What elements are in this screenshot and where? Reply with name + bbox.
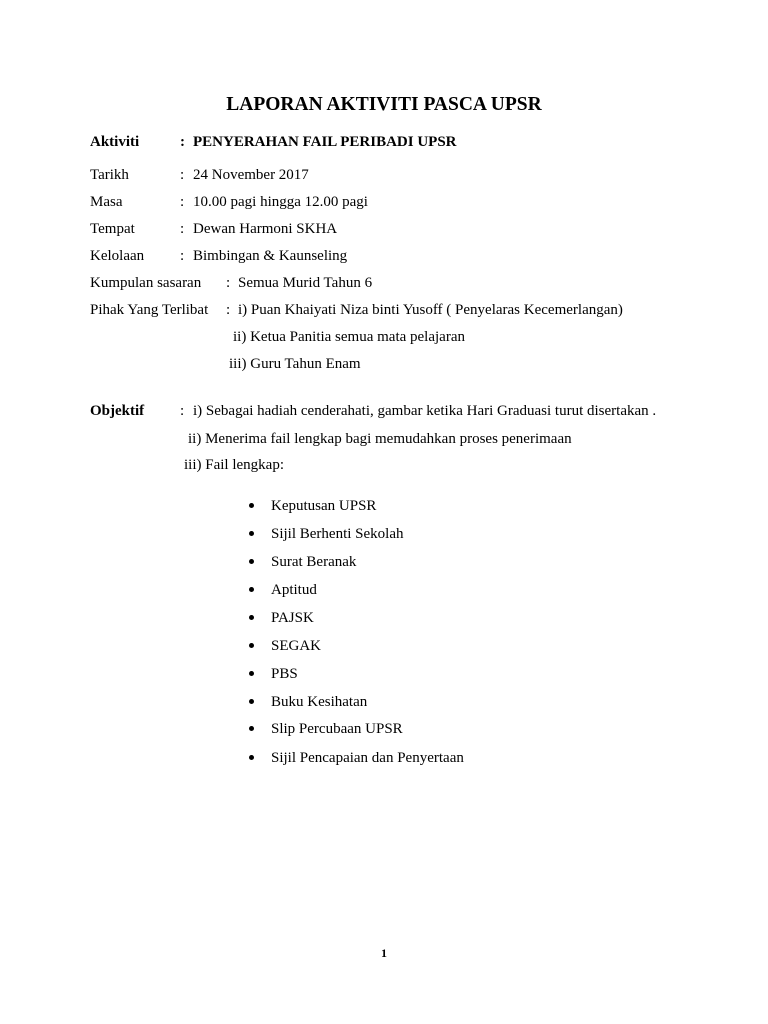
pihak-terlibat-label: Pihak Yang Terlibat xyxy=(90,302,209,318)
page-number: 1 xyxy=(381,946,387,960)
list-item-label: Aptitud xyxy=(271,582,317,598)
list-item-label: Sijil Pencapaian dan Penyertaan xyxy=(271,750,464,766)
masa-label: Masa xyxy=(90,194,123,210)
bullet-icon xyxy=(249,643,254,648)
bullet-icon xyxy=(249,531,254,536)
bullet-icon xyxy=(249,587,254,592)
kelolaan-separator: : xyxy=(180,248,185,264)
kumpulan-sasaran-separator: : xyxy=(226,275,231,291)
tarikh-separator: : xyxy=(180,167,185,183)
bullet-icon xyxy=(249,699,254,704)
pihak-terlibat-item: iii) Guru Tahun Enam xyxy=(229,356,361,372)
list-item-label: Keputusan UPSR xyxy=(271,498,377,514)
tarikh-label: Tarikh xyxy=(90,167,129,183)
list-item-label: Slip Percubaan UPSR xyxy=(271,721,403,737)
aktiviti-value: PENYERAHAN FAIL PERIBADI UPSR xyxy=(193,134,457,150)
pihak-terlibat-separator: : xyxy=(226,302,231,318)
bullet-icon xyxy=(249,503,254,508)
aktiviti-separator: : xyxy=(180,134,185,150)
objektif-item: i) Sebagai hadiah cenderahati, gambar ketika Hari Graduasi turut disertakan . xyxy=(193,403,657,419)
objektif-separator: : xyxy=(180,403,185,419)
tempat-separator: : xyxy=(180,221,185,237)
list-item-label: PAJSK xyxy=(271,610,314,626)
page-title: LAPORAN AKTIVITI PASCA UPSR xyxy=(226,94,542,115)
pihak-terlibat-item: i) Puan Khaiyati Niza binti Yusoff ( Penyelaras Kecemerlangan) xyxy=(238,302,623,318)
kelolaan-value: Bimbingan & Kaunseling xyxy=(193,248,348,264)
list-item-label: PBS xyxy=(271,666,298,682)
bullet-icon xyxy=(249,559,254,564)
kelolaan-label: Kelolaan xyxy=(90,248,145,264)
objektif-item: ii) Menerima fail lengkap bagi memudahkan proses penerimaan xyxy=(188,431,572,447)
aktiviti-label: Aktiviti xyxy=(90,134,140,150)
masa-separator: : xyxy=(180,194,185,210)
bullet-icon xyxy=(249,615,254,620)
kumpulan-sasaran-label: Kumpulan sasaran xyxy=(90,275,202,291)
tempat-label: Tempat xyxy=(90,221,135,237)
bullet-icon xyxy=(249,671,254,676)
pihak-terlibat-item: ii) Ketua Panitia semua mata pelajaran xyxy=(233,329,465,345)
bullet-icon xyxy=(249,726,254,731)
objektif-item: iii) Fail lengkap: xyxy=(184,457,284,473)
objektif-label: Objektif xyxy=(90,403,145,419)
kumpulan-sasaran-value: Semua Murid Tahun 6 xyxy=(238,275,373,291)
list-item-label: Buku Kesihatan xyxy=(271,694,368,710)
bullet-icon xyxy=(249,755,254,760)
list-item-label: Sijil Berhenti Sekolah xyxy=(271,526,404,542)
list-item-label: SEGAK xyxy=(271,638,322,654)
list-item-label: Surat Beranak xyxy=(271,554,357,570)
tarikh-value: 24 November 2017 xyxy=(193,167,309,183)
tempat-value: Dewan Harmoni SKHA xyxy=(193,221,338,237)
masa-value: 10.00 pagi hingga 12.00 pagi xyxy=(193,194,368,210)
